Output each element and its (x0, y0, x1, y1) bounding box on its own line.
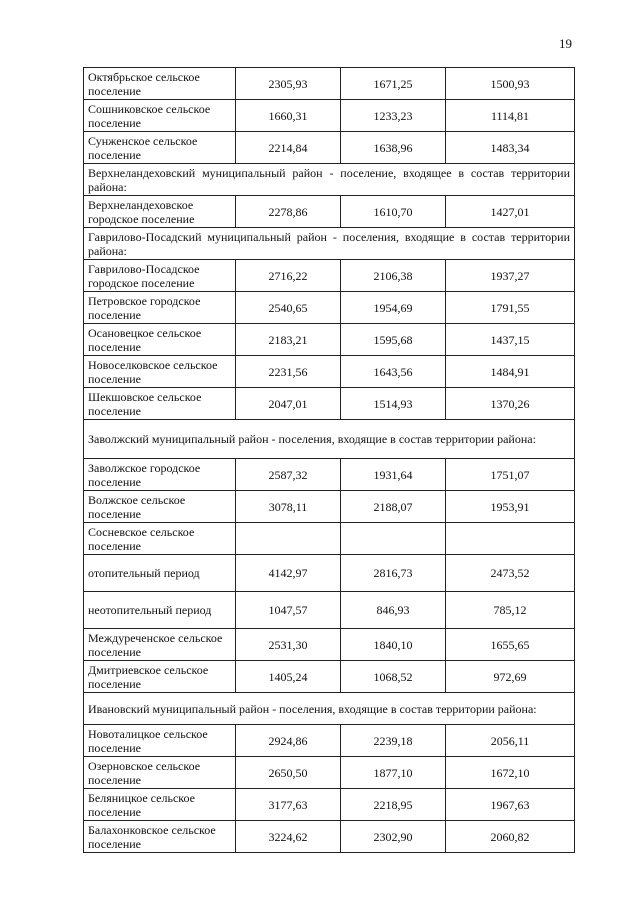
value-cell-2: 1931,64 (341, 459, 446, 491)
table-row (84, 555, 575, 592)
table-row (84, 661, 575, 693)
value-cell-1: 2924,86 (236, 725, 341, 757)
value-cell-1: 3078,11 (236, 491, 341, 523)
settlement-name-cell: Верхнеландеховское городское поселение (84, 196, 236, 228)
value-cell-1: 3224,62 (236, 821, 341, 853)
value-cell-3: 785,12 (446, 592, 575, 629)
value-cell-1: 2278,86 (236, 196, 341, 228)
value-cell-3: 1483,34 (446, 132, 575, 164)
value-cell-1: 2183,21 (236, 324, 341, 356)
settlement-name-cell: Новоселковское сельское поселение (84, 356, 236, 388)
value-cell-3: 1427,01 (446, 196, 575, 228)
value-cell-3: 1967,63 (446, 789, 575, 821)
value-cell-3: 1437,15 (446, 324, 575, 356)
district-header-row (84, 164, 575, 196)
value-cell-1: 1047,57 (236, 592, 341, 629)
table-row (84, 629, 575, 661)
settlement-name-cell: Шекшовское сельское поселение (84, 388, 236, 420)
value-cell-3: 2060,82 (446, 821, 575, 853)
value-cell-1: 2231,56 (236, 356, 341, 388)
page-number: 19 (559, 36, 572, 51)
value-cell-3: 1655,65 (446, 629, 575, 661)
value-cell-3: 1484,91 (446, 356, 575, 388)
value-cell-1 (236, 523, 341, 555)
value-cell-1: 3177,63 (236, 789, 341, 821)
table-row (84, 356, 575, 388)
table-row (84, 292, 575, 324)
value-cell-3: 1953,91 (446, 491, 575, 523)
settlement-name-cell: Дмитриевское сельское поселение (84, 661, 236, 693)
settlement-name-cell: Балахонковское сельское поселение (84, 821, 236, 853)
value-cell-3: 1500,93 (446, 68, 575, 100)
value-cell-2: 2188,07 (341, 491, 446, 523)
settlement-name-cell: Заволжское городское поселение (84, 459, 236, 491)
value-cell-2: 1233,23 (341, 100, 446, 132)
table-row (84, 324, 575, 356)
value-cell-1: 2540,65 (236, 292, 341, 324)
table-row (84, 592, 575, 629)
value-cell-1: 2214,84 (236, 132, 341, 164)
settlement-name-cell: отопительный период (84, 555, 236, 592)
value-cell-2: 2106,38 (341, 260, 446, 292)
table-row (84, 260, 575, 292)
settlement-name-cell: Новоталицкое сельское поселение (84, 725, 236, 757)
table-row (84, 757, 575, 789)
value-cell-1: 1405,24 (236, 661, 341, 693)
settlement-name-cell: Волжское сельское поселение (84, 491, 236, 523)
table-row (84, 196, 575, 228)
value-cell-2 (341, 523, 446, 555)
value-cell-1: 2650,50 (236, 757, 341, 789)
table-row (84, 132, 575, 164)
value-cell-1: 2305,93 (236, 68, 341, 100)
value-cell-3 (446, 523, 575, 555)
district-header-row (84, 420, 575, 459)
value-cell-2: 2302,90 (341, 821, 446, 853)
table-row (84, 821, 575, 853)
value-cell-2: 2218,95 (341, 789, 446, 821)
district-header-row (84, 228, 575, 260)
settlement-name-cell: Октябрьское сельское поселение (84, 68, 236, 100)
value-cell-2: 1068,52 (341, 661, 446, 693)
value-cell-2: 2816,73 (341, 555, 446, 592)
value-cell-2: 1610,70 (341, 196, 446, 228)
table-row (84, 68, 575, 100)
district-header: Ивановский муниципальный район - поселения, входящие в состав территории района: (84, 693, 575, 725)
value-cell-3: 972,69 (446, 661, 575, 693)
value-cell-1: 1660,31 (236, 100, 341, 132)
value-cell-2: 1643,56 (341, 356, 446, 388)
district-header: Гаврилово-Посадский муниципальный район - поселения, входящие в состав территории района: (84, 228, 575, 260)
table-row (84, 789, 575, 821)
table-row (84, 459, 575, 491)
value-cell-3: 1937,27 (446, 260, 575, 292)
settlement-name-cell: Петровское городское поселение (84, 292, 236, 324)
value-cell-2: 1671,25 (341, 68, 446, 100)
value-cell-1: 2716,22 (236, 260, 341, 292)
table-row (84, 491, 575, 523)
settlement-name-cell: Осановецкое сельское поселение (84, 324, 236, 356)
table-row (84, 388, 575, 420)
tariff-table-body (84, 68, 575, 853)
settlement-name-cell: Беляницкое сельское поселение (84, 789, 236, 821)
value-cell-2: 1954,69 (341, 292, 446, 324)
value-cell-2: 1638,96 (341, 132, 446, 164)
district-header: Заволжский муниципальный район - поселения, входящие в состав территории района: (84, 420, 575, 459)
value-cell-3: 1672,10 (446, 757, 575, 789)
value-cell-1: 4142,97 (236, 555, 341, 592)
table-row (84, 725, 575, 757)
value-cell-3: 1114,81 (446, 100, 575, 132)
settlement-name-cell: Сосневское сельское поселение (84, 523, 236, 555)
value-cell-2: 1877,10 (341, 757, 446, 789)
value-cell-3: 1751,07 (446, 459, 575, 491)
value-cell-2: 1595,68 (341, 324, 446, 356)
settlement-name-cell: Междуреченское сельское поселение (84, 629, 236, 661)
settlement-name-cell: Сунженское сельское поселение (84, 132, 236, 164)
value-cell-1: 2047,01 (236, 388, 341, 420)
value-cell-2: 846,93 (341, 592, 446, 629)
value-cell-2: 1840,10 (341, 629, 446, 661)
value-cell-1: 2531,30 (236, 629, 341, 661)
value-cell-2: 2239,18 (341, 725, 446, 757)
value-cell-3: 2056,11 (446, 725, 575, 757)
settlement-name-cell: Сошниковское сельское поселение (84, 100, 236, 132)
value-cell-1: 2587,32 (236, 459, 341, 491)
table-row (84, 100, 575, 132)
value-cell-3: 1791,55 (446, 292, 575, 324)
value-cell-3: 1370,26 (446, 388, 575, 420)
value-cell-3: 2473,52 (446, 555, 575, 592)
table-row (84, 523, 575, 555)
district-header: Верхнеландеховский муниципальный район - поселение, входящее в состав территории района: (84, 164, 575, 196)
settlement-name-cell: Гаврилово-Посадское городское поселение (84, 260, 236, 292)
tariff-table (83, 67, 575, 853)
settlement-name-cell: неотопительный период (84, 592, 236, 629)
settlement-name-cell: Озерновское сельское поселение (84, 757, 236, 789)
value-cell-2: 1514,93 (341, 388, 446, 420)
district-header-row (84, 693, 575, 725)
